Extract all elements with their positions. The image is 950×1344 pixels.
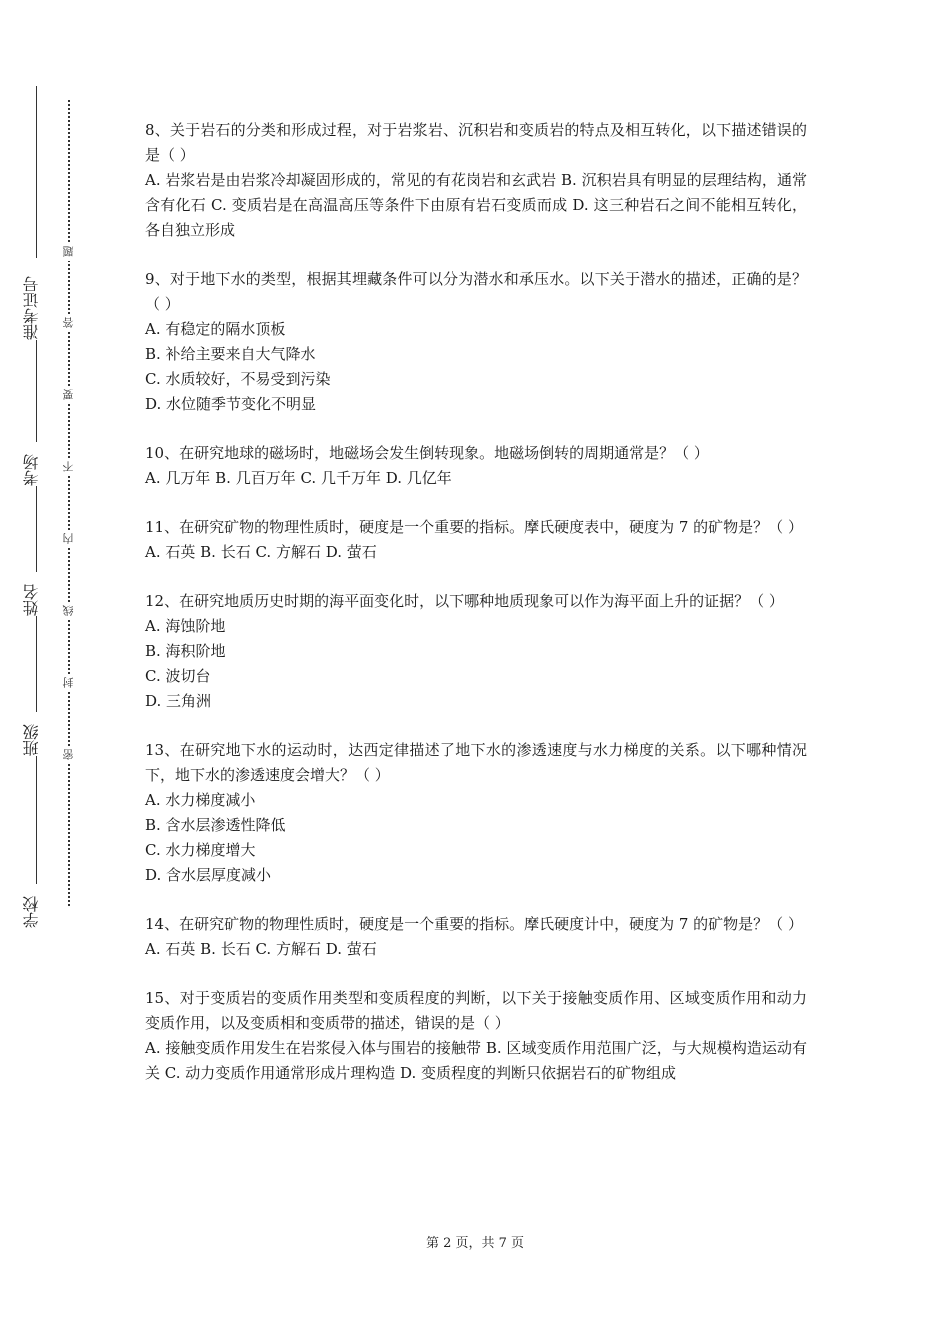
question-10 — [145, 441, 807, 491]
seal-char: 要 — [61, 386, 77, 404]
question-stem: 12、在研究地质历史时期的海平面变化时，以下哪种地质现象可以作为海平面上升的证据？（ ） — [145, 592, 784, 610]
option-d: D. 含水层厚度减小 — [145, 866, 272, 884]
question-13 — [145, 738, 807, 888]
seal-dotted-line — [68, 100, 70, 906]
field-line-admission-number — [36, 86, 37, 258]
seal-char: 题 — [61, 243, 77, 261]
option-b: B. 补给主要来自大气降水 — [145, 345, 316, 363]
field-line-exam-room — [36, 340, 37, 442]
question-stem: 9、对于地下水的类型，根据其埋藏条件可以分为潜水和承压水。以下关于潜水的描述，正确的是？（ ） — [145, 270, 807, 313]
option-a: A. 水力梯度减小 — [145, 791, 256, 809]
option-a: A. 海蚀阶地 — [145, 617, 226, 635]
question-15 — [145, 986, 807, 1086]
seal-char: 内 — [61, 530, 77, 548]
field-label-class: 班级 — [22, 724, 41, 756]
question-9 — [145, 267, 807, 417]
question-8 — [145, 118, 807, 243]
field-label-school: 学校 — [22, 896, 41, 928]
question-stem: 10、在研究地球的磁场时，地磁场会发生倒转现象。地磁场倒转的周期通常是？（ ） — [145, 444, 709, 462]
option-d: D. 三角洲 — [145, 692, 212, 710]
binding-margin — [0, 0, 75, 1344]
field-line-name — [36, 486, 37, 572]
field-line-school — [36, 756, 37, 884]
seal-char: 不 — [61, 458, 77, 476]
option-c: C. 水质较好，不易受到污染 — [145, 370, 331, 388]
question-options: A. 岩浆岩是由岩浆冷却凝固形成的，常见的有花岗岩和玄武岩 B. 沉积岩具有明显的层理结构，通常含有化石 C. 变质岩是在高温高压等条件下由原有岩石变质而成 D. 这三种岩石之间不能相互转化，各自独立形成 — [145, 171, 807, 239]
question-options: A. 石英 B. 长石 C. 方解石 D. 萤石 — [145, 543, 377, 561]
option-b: B. 含水层渗透性降低 — [145, 816, 286, 834]
question-stem: 8、关于岩石的分类和形成过程，对于岩浆岩、沉积岩和变质岩的特点及相互转化，以下描述错误的是（ ） — [145, 121, 807, 164]
question-stem: 13、在研究地下水的运动时，达西定律描述了地下水的渗透速度与水力梯度的关系。以下哪种情况下，地下水的渗透速度会增大？（ ） — [145, 741, 807, 784]
question-stem: 14、在研究矿物的物理性质时，硬度是一个重要的指标。摩氏硬度计中，硬度为 7 的矿物是？（ ） — [145, 915, 803, 933]
question-stem: 11、在研究矿物的物理性质时，硬度是一个重要的指标。摩氏硬度表中，硬度为 7 的矿物是？（ ） — [145, 518, 803, 536]
question-options: A. 接触变质作用发生在岩浆侵入体与围岩的接触带 B. 区域变质作用范围广泛，与大规模构造运动有关 C. 动力变质作用通常形成片理构造 D. 变质程度的判断只依据岩石的矿物组成 — [145, 1039, 807, 1082]
field-label-admission-number: 准考证号 — [22, 276, 41, 340]
option-a: A. 有稳定的隔水顶板 — [145, 320, 286, 338]
page-number-footer: 第 2 页，共 7 页 — [425, 1236, 525, 1251]
seal-char: 线 — [61, 602, 77, 620]
field-line-class — [36, 616, 37, 712]
question-list — [145, 118, 807, 1110]
seal-char: 答 — [61, 314, 77, 332]
seal-char: 密 — [61, 746, 77, 764]
seal-char: 封 — [61, 674, 77, 692]
option-c: C. 波切台 — [145, 667, 211, 685]
question-options: A. 几万年 B. 几百万年 C. 几千万年 D. 几亿年 — [145, 469, 452, 487]
question-14 — [145, 912, 807, 962]
question-stem: 15、对于变质岩的变质作用类型和变质程度的判断，以下关于接触变质作用、区域变质作用和动力变质作用，以及变质相和变质带的描述，错误的是（ ） — [145, 989, 807, 1032]
question-12 — [145, 589, 807, 714]
question-options: A. 石英 B. 长石 C. 方解石 D. 萤石 — [145, 940, 377, 958]
option-c: C. 水力梯度增大 — [145, 841, 256, 859]
option-b: B. 海积阶地 — [145, 642, 226, 660]
question-11 — [145, 515, 807, 565]
field-label-name: 姓名 — [22, 584, 41, 616]
field-label-exam-room: 考场 — [22, 454, 41, 486]
option-d: D. 水位随季节变化不明显 — [145, 395, 317, 413]
